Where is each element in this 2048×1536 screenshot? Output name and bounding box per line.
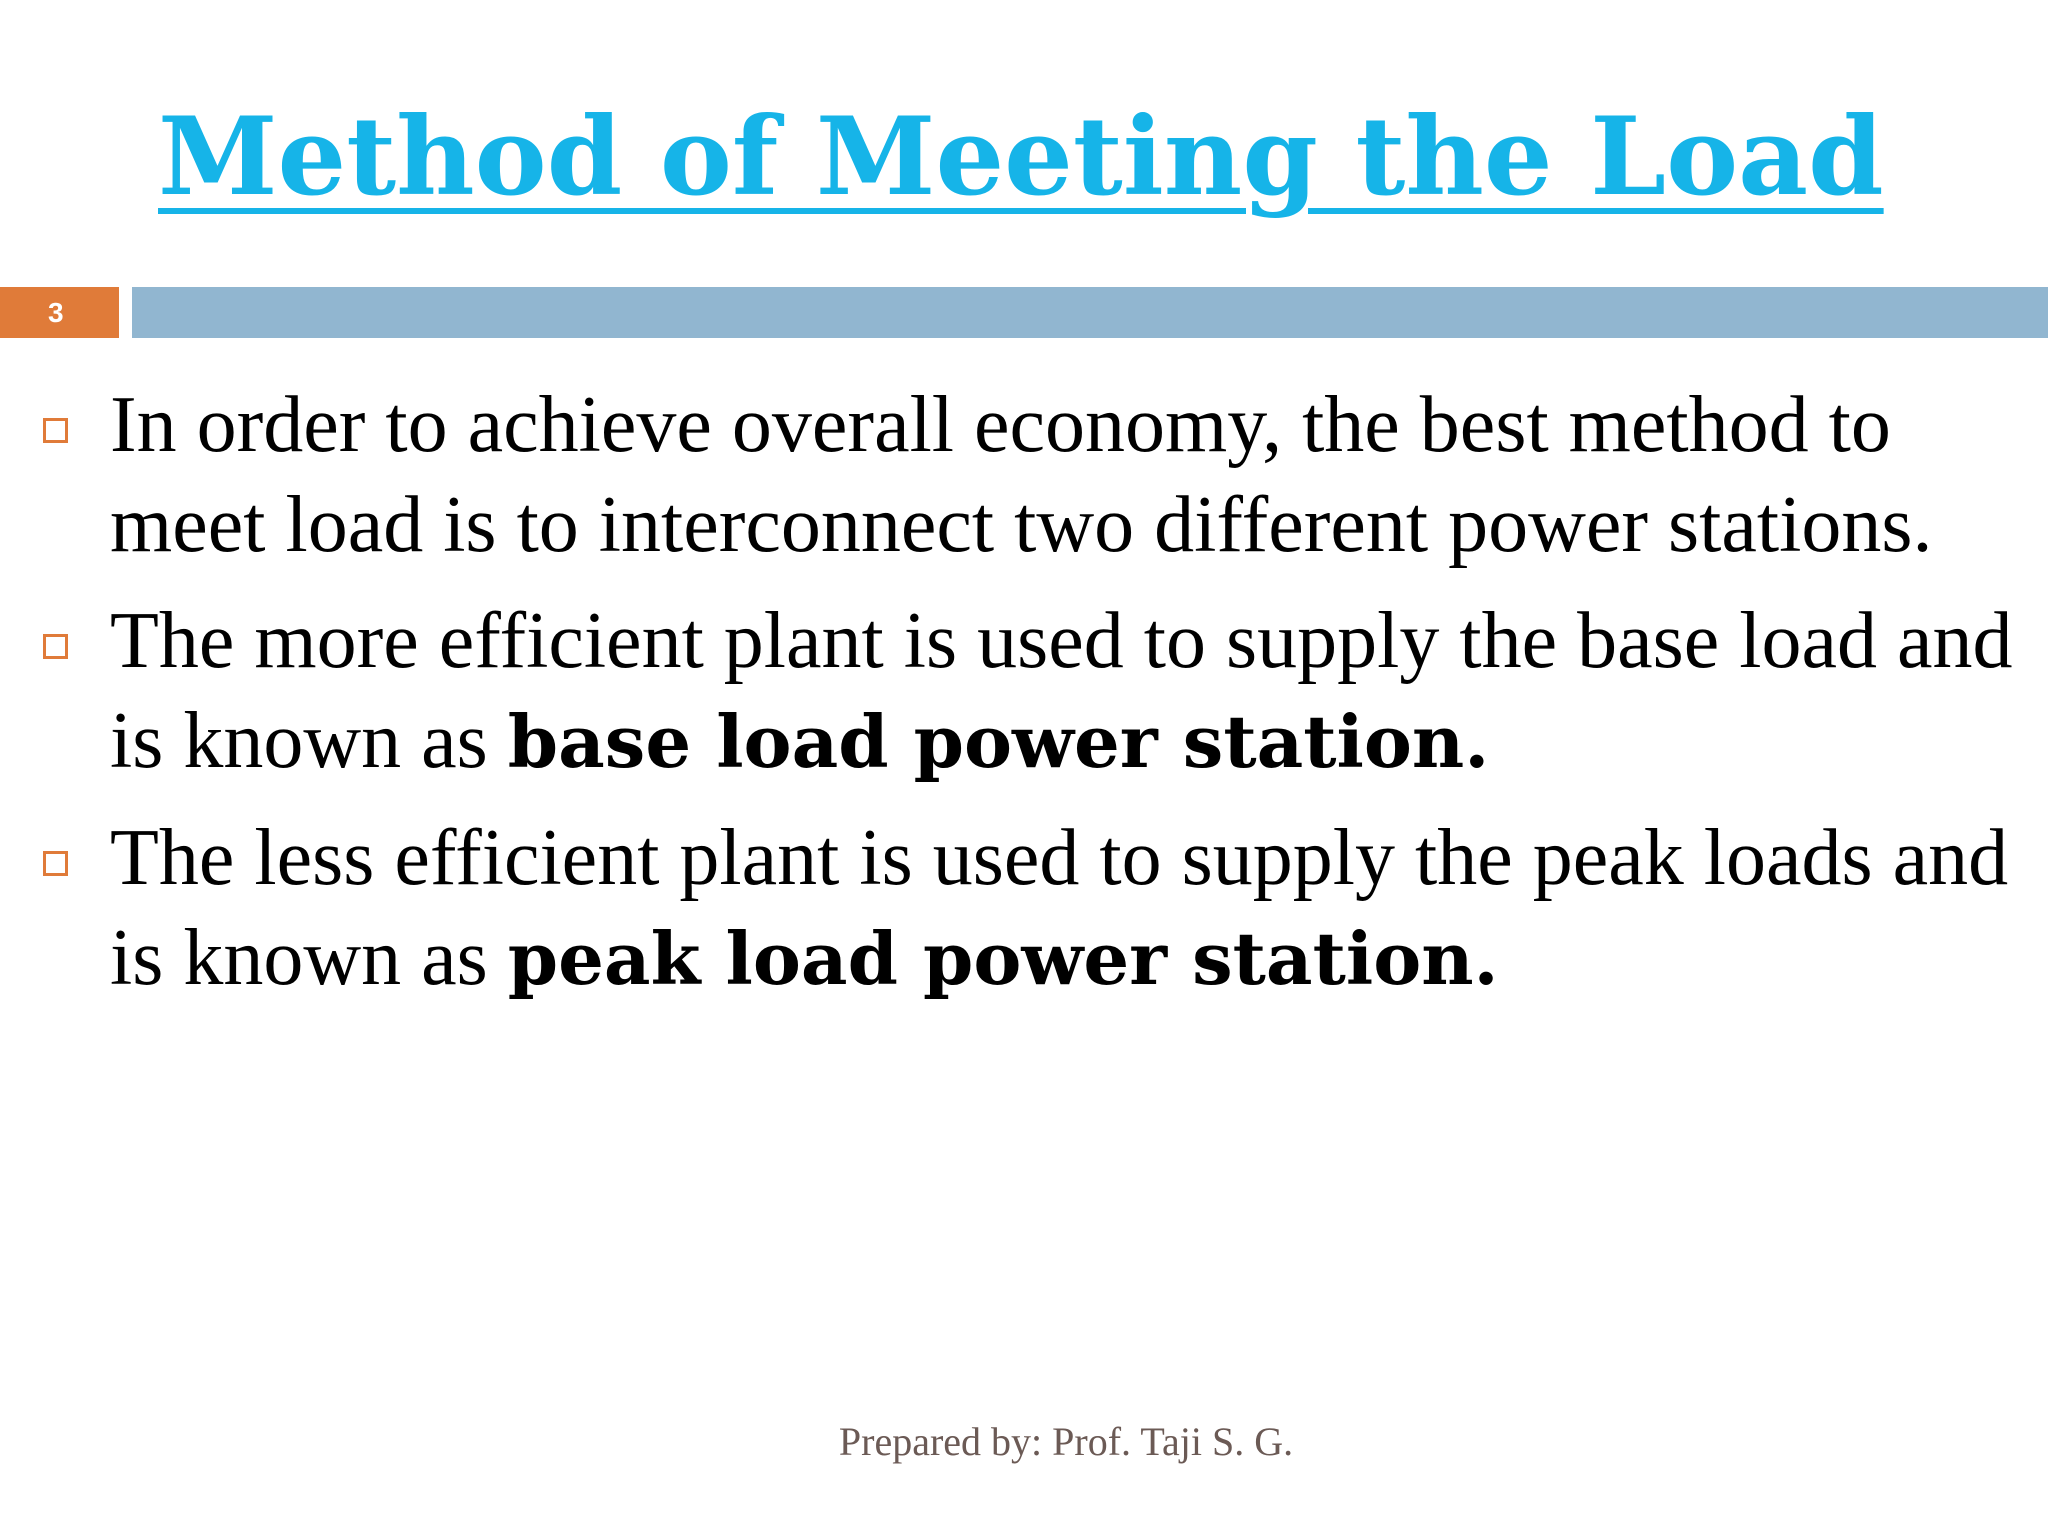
bullet-item <box>40 375 2030 575</box>
bullet-item <box>40 591 2030 792</box>
hollow-square-bullet-icon <box>43 634 68 659</box>
bullet-list <box>40 375 2030 1025</box>
bullet-text: The more efficient plant is used to supply the base load and is known as <box>110 597 2013 785</box>
slide-title: Method of Meeting the Load <box>158 94 1884 220</box>
bullet-bold-term: base load power station. <box>507 699 1490 784</box>
slide-number: 3 <box>48 297 64 328</box>
slide-number-badge <box>0 287 119 338</box>
bullet-text: In order to achieve overall economy, the best method to meet load is to interconnect two different power stations. <box>110 381 1933 569</box>
bullet-text: The less efficient plant is used to supply the peak loads and is known as <box>110 814 2009 1002</box>
bullet-bold-term: peak load power station. <box>507 916 1499 1001</box>
bullet-item <box>40 808 2030 1009</box>
header-divider-band <box>132 287 2048 338</box>
hollow-square-bullet-icon <box>43 418 68 443</box>
footer-credit: Prepared by: Prof. Taji S. G. <box>838 1419 1294 1464</box>
hollow-square-bullet-icon <box>43 851 68 876</box>
